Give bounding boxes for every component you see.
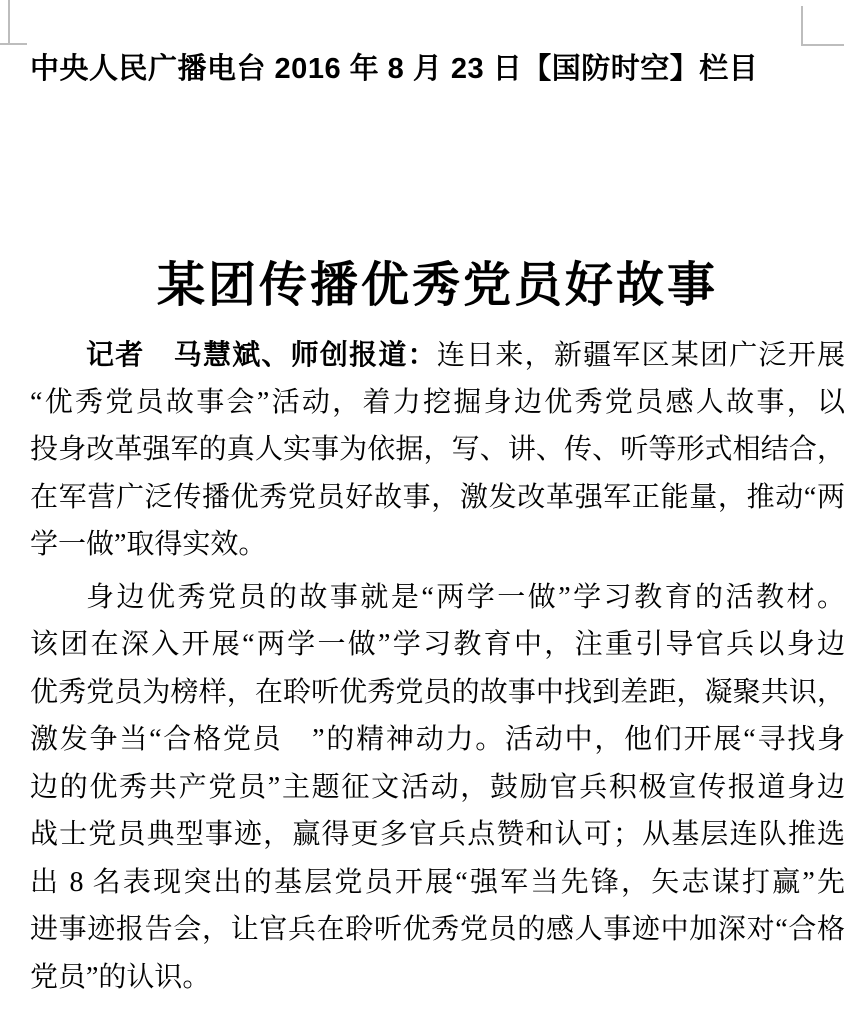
body-line: 党员”的认识。 <box>30 961 211 993</box>
body-line: 投身改革强军的真人实事为依据，写、讲、传、听等形式相结合， <box>30 434 845 465</box>
body-line: 出 8 名表现突出的基层党员开展“强军当先锋，矢志谋打赢”先 <box>30 866 845 898</box>
body-line: 身边优秀党员的故事就是“两学一做”学习教育的活教材。 <box>86 581 845 613</box>
paragraph-1 <box>30 331 845 569</box>
document-source-header: 中央人民广播电台 2016 年 8 月 23 日【国防时空】栏目 <box>30 53 759 85</box>
article-body <box>30 331 845 1001</box>
body-line: 战士党员典型事迹，赢得更多官兵点赞和认可；从基层连队推选 <box>30 819 845 850</box>
paragraph-2 <box>30 574 845 1002</box>
crop-mark-top-left-horizontal <box>0 43 27 45</box>
body-line: 学一做”取得实效。 <box>30 529 267 560</box>
body-line: 优秀党员为榜样，在聆听优秀党员的故事中找到差距，凝聚共识， <box>30 676 845 708</box>
body-line <box>30 331 845 379</box>
body-line: 进事迹报告会，让官兵在聆听优秀党员的感人事迹中加深对“合格 <box>30 914 845 945</box>
crop-mark-top-left-vertical <box>8 0 10 43</box>
body-line: 该团在深入开展“两学一做”学习教育中，注重引导官兵以身边 <box>30 629 845 660</box>
body-line-text: 连日来，新疆军区某团广泛开展 <box>436 340 845 371</box>
body-line: 在军营广泛传播优秀党员好故事，激发改革强军正能量，推动“两 <box>30 481 845 513</box>
crop-mark-top-right-horizontal <box>801 44 844 46</box>
reporter-byline: 记者 马慧斌、师创报道： <box>86 339 437 370</box>
body-line: 激发争当“合格党员 ”的精神动力。活动中，他们开展“寻找身 <box>30 724 845 755</box>
article-title: 某团传播优秀党员好故事 <box>156 259 718 313</box>
body-line: 边的优秀共产党员”主题征文活动，鼓励官兵积极宣传报道身边 <box>30 771 845 803</box>
body-line: “优秀党员故事会”活动，着力挖掘身边优秀党员感人故事，以 <box>30 386 845 418</box>
crop-mark-top-right-vertical <box>801 6 803 45</box>
